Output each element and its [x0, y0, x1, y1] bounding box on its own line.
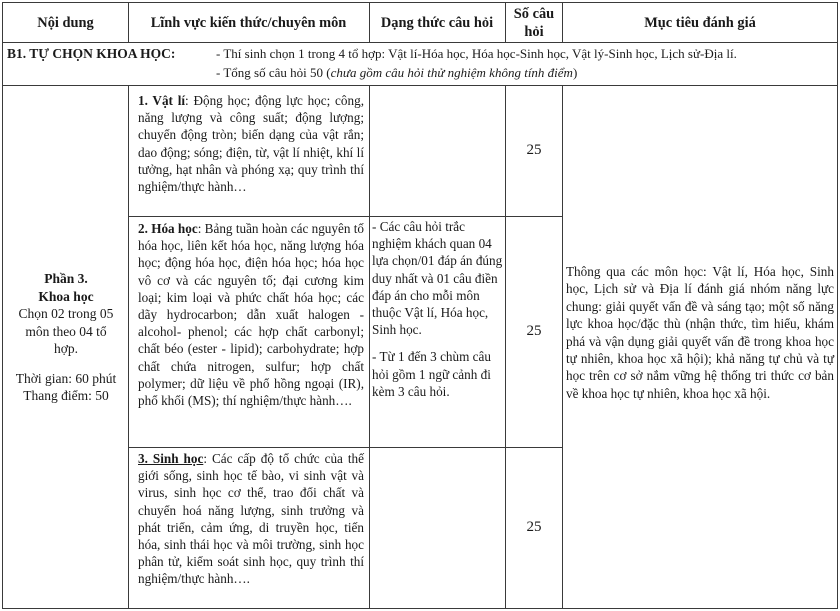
table-border	[128, 2, 129, 43]
subject-label: 3. Sinh học	[138, 451, 204, 466]
part-time: Thời gian: 60 phút	[15, 370, 117, 386]
section-line-1: - Thí sinh chọn 1 trong 4 tổ hợp: Vật lí-Hóa học, Hóa học-Sinh học, Vật lý-Sinh học, Lịch sử-Địa lí.	[216, 46, 737, 61]
question-format-cell	[372, 218, 503, 400]
format-para-1: - Các câu hỏi trắc nghiệm khách quan 04 lựa chọn/01 đáp án đúng duy nhất và 01 câu điền đáp án cho mỗi môn thuộc Vật lí, Hóa học, Sinh học.	[372, 219, 503, 338]
section-line-2-prefix: - Tổng số câu hỏi 50 (	[216, 65, 331, 80]
header-content: Nội dung	[37, 14, 94, 31]
section-line-2-suffix: )	[572, 65, 578, 80]
question-count: 25	[526, 142, 542, 159]
question-count: 25	[526, 519, 542, 536]
subject-text: : Bảng tuần hoàn các nguyên tố hóa học, liên kết hóa học, năng lượng hóa học; động hóa học, điện hóa học; hóa học vô cơ và các nguyên tố; đại cương kim loại; kim loại và phức chất hóa học; các dãy hydrocarbon; dẫn xuất halogen - alcohol- phenol; các hợp chất carbonyl; chất béo (ester - lipid); carbohydrate; hợp chất chứa nitrogen, sulfur; hợp chất polymer; dữ liệu về phổ hồng ngoại (IR), phổ khối (MS); thí nghiệm/thực hành….	[138, 221, 364, 409]
part-subtitle: Khoa học	[38, 288, 94, 304]
table-border	[837, 2, 838, 609]
table-border	[128, 216, 562, 217]
subject-text: : Các cấp độ tổ chức của thế giới sống, sinh học tế bào, vi sinh vật và virus, sinh học cơ thể, trao đổi chất và chuyển hoá năng lượng, sinh trưởng và phát triển, cảm ứng, di truyền học, tiến hóa, sinh thái học và môi trường, sinh học phân tử, kiểm soát sinh học, quy trình thí nghiệm/thực hành….	[138, 451, 364, 587]
section-line-2-note: chưa gồm câu hỏi thử nghiệm không tính điểm	[330, 65, 573, 80]
table-border	[128, 85, 129, 609]
format-para-2: - Từ 1 đến 3 chùm câu hỏi gồm 1 ngữ cảnh đi kèm 3 câu hỏi.	[372, 349, 491, 399]
part-description: Chọn 02 trong 05 môn theo 04 tổ hợp.	[18, 306, 114, 356]
subject-physics	[138, 92, 364, 195]
part-cell	[10, 270, 122, 405]
objective-text: Thông qua các môn học: Vật lí, Hóa học, Sinh học, Lịch sử và Địa lí đánh giá nhóm năng lực chung: giải quyết vấn đề và sáng tạo; một số năng lực khoa học/đặc thù (nhận thức, tìm hiểu, khám phá và vận dụng giải quyết vấn đề trong khoa học tự nhiên, khoa học xã hội); khả năng tự chủ và tự học trên cơ sở nắm vững hệ thống tri thức cơ bản về khoa học tự nhiên, khoa học xã hội.	[566, 264, 834, 401]
subject-label: 2. Hóa học	[138, 221, 198, 236]
header-field: Lĩnh vực kiến thức/chuyên môn	[150, 14, 347, 31]
table-border	[369, 85, 370, 609]
section-line-2	[216, 64, 836, 81]
subject-text: : Động học; động lực học; công, năng lượng và công suất; động lượng; chuyển động tròn; biến dạng của vật rắn; dao động; sóng; điện, từ, vật lí nhiệt, khí lí tưởng, hạt nhân và phóng xạ; quy trình thí nghiệm/thực hành…	[138, 93, 364, 195]
table-border	[562, 85, 563, 609]
subject-label: 1. Vật lí	[138, 93, 186, 108]
header-question-count: Số câu hỏi	[513, 5, 555, 40]
table-border	[2, 2, 3, 609]
part-score: Thang điểm: 50	[23, 388, 109, 403]
subject-chemistry	[138, 220, 364, 409]
section-title: B1. TỰ CHỌN KHOA HỌC:	[7, 46, 176, 61]
table-border	[369, 2, 370, 43]
header-objective: Mục tiêu đánh giá	[644, 14, 756, 31]
header-question-format: Dạng thức câu hỏi	[380, 14, 494, 31]
subject-biology	[138, 450, 364, 588]
part-title: Phần 3.	[44, 271, 88, 286]
question-count: 25	[526, 323, 542, 340]
table-border	[128, 447, 562, 448]
